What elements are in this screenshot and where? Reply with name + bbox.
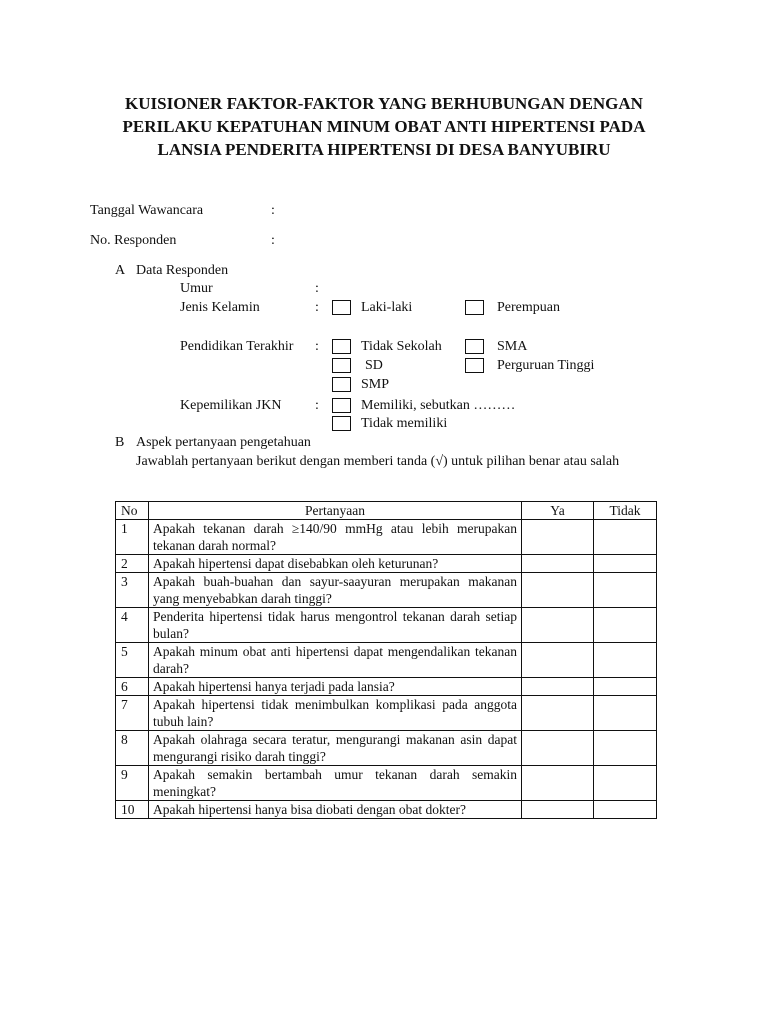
header-no: No [116, 502, 149, 520]
row-number: 8 [116, 731, 149, 766]
pendidikan-colon: : [315, 339, 319, 354]
tidak-answer-cell[interactable] [594, 608, 657, 643]
memiliki-checkbox[interactable] [332, 398, 351, 413]
memiliki-label: Memiliki, sebutkan ……… [361, 398, 516, 413]
table-header-row [116, 502, 657, 520]
ya-answer-cell[interactable] [522, 555, 594, 573]
row-question: Apakah semakin bertambah umur tekanan darah semakin meningkat? [149, 766, 522, 801]
row-question: Apakah olahraga secara teratur, mengurangi makanan asin dapat mengurangi risiko darah tinggi? [149, 731, 522, 766]
no-responden-colon: : [271, 233, 275, 248]
tidak-sekolah-checkbox[interactable] [332, 339, 351, 354]
table-row [116, 643, 657, 678]
table-row [116, 520, 657, 555]
row-question: Apakah hipertensi hanya terjadi pada lansia? [149, 678, 522, 696]
table-row [116, 573, 657, 608]
tidak-answer-cell[interactable] [594, 520, 657, 555]
umur-colon: : [315, 281, 319, 296]
tidak-memiliki-checkbox[interactable] [332, 416, 351, 431]
ya-answer-cell[interactable] [522, 520, 594, 555]
tidak-answer-cell[interactable] [594, 573, 657, 608]
tidak-answer-cell[interactable] [594, 766, 657, 801]
sd-label: SD [365, 358, 383, 373]
row-number: 3 [116, 573, 149, 608]
sma-label: SMA [497, 339, 528, 354]
jkn-label: Kepemilikan JKN [180, 398, 282, 413]
tidak-answer-cell[interactable] [594, 555, 657, 573]
ya-answer-cell[interactable] [522, 801, 594, 819]
questions-table [115, 501, 657, 819]
row-number: 7 [116, 696, 149, 731]
ya-answer-cell[interactable] [522, 696, 594, 731]
row-question: Apakah minum obat anti hipertensi dapat mengendalikan tekanan darah? [149, 643, 522, 678]
row-number: 10 [116, 801, 149, 819]
title-line-2: PERILAKU KEPATUHAN MINUM OBAT ANTI HIPERTENSI PADA [122, 117, 646, 136]
tidak-answer-cell[interactable] [594, 801, 657, 819]
jenis-kelamin-label: Jenis Kelamin [180, 300, 260, 315]
row-number: 9 [116, 766, 149, 801]
perguruan-tinggi-checkbox[interactable] [465, 358, 484, 373]
table-row [116, 678, 657, 696]
table-row [116, 608, 657, 643]
section-b-instruction: Jawablah pertanyaan berikut dengan memberi tanda (√) untuk pilihan benar atau salah [136, 454, 620, 469]
table-row [116, 696, 657, 731]
table-row [116, 555, 657, 573]
tidak-answer-cell[interactable] [594, 643, 657, 678]
ya-answer-cell[interactable] [522, 643, 594, 678]
pendidikan-label: Pendidikan Terakhir [180, 339, 294, 354]
smp-label: SMP [361, 377, 390, 392]
row-number: 2 [116, 555, 149, 573]
header-ya: Ya [522, 502, 594, 520]
smp-checkbox[interactable] [332, 377, 351, 392]
laki-laki-label: Laki-laki [361, 300, 413, 315]
row-number: 6 [116, 678, 149, 696]
perempuan-label: Perempuan [497, 300, 560, 315]
title-line-3: LANSIA PENDERITA HIPERTENSI DI DESA BANYUBIRU [157, 140, 611, 159]
row-number: 5 [116, 643, 149, 678]
table-row [116, 801, 657, 819]
ya-answer-cell[interactable] [522, 766, 594, 801]
tidak-memiliki-label: Tidak memiliki [361, 416, 448, 431]
ya-answer-cell[interactable] [522, 608, 594, 643]
section-a-title: Data Responden [136, 263, 229, 278]
jenis-kelamin-colon: : [315, 300, 319, 315]
row-question: Apakah hipertensi hanya bisa diobati dengan obat dokter? [149, 801, 522, 819]
tidak-answer-cell[interactable] [594, 731, 657, 766]
table-row [116, 766, 657, 801]
row-number: 1 [116, 520, 149, 555]
row-number: 4 [116, 608, 149, 643]
header-pertanyaan: Pertanyaan [149, 502, 522, 520]
section-a-letter: A [115, 263, 126, 278]
header-tidak: Tidak [594, 502, 657, 520]
section-b-letter: B [115, 435, 125, 450]
sma-checkbox[interactable] [465, 339, 484, 354]
ya-answer-cell[interactable] [522, 678, 594, 696]
perguruan-tinggi-label: Perguruan Tinggi [497, 358, 595, 373]
tanggal-wawancara-label: Tanggal Wawancara [90, 203, 204, 218]
no-responden-label: No. Responden [90, 233, 177, 248]
section-b-title: Aspek pertanyaan pengetahuan [136, 435, 311, 450]
title-line-1: KUISIONER FAKTOR-FAKTOR YANG BERHUBUNGAN DENGAN [125, 94, 643, 113]
laki-laki-checkbox[interactable] [332, 300, 351, 315]
ya-answer-cell[interactable] [522, 573, 594, 608]
row-question: Apakah hipertensi dapat disebabkan oleh keturunan? [149, 555, 522, 573]
tidak-answer-cell[interactable] [594, 678, 657, 696]
row-question: Apakah buah-buahan dan sayur-saayuran merupakan makanan yang menyebabkan darah tinggi? [149, 573, 522, 608]
sd-checkbox[interactable] [332, 358, 351, 373]
tidak-sekolah-label: Tidak Sekolah [361, 339, 442, 354]
row-question: Penderita hipertensi tidak harus mengontrol tekanan darah setiap bulan? [149, 608, 522, 643]
document-title [60, 92, 708, 161]
tanggal-wawancara-colon: : [271, 203, 275, 218]
row-question: Apakah tekanan darah ≥140/90 mmHg atau lebih merupakan tekanan darah normal? [149, 520, 522, 555]
row-question: Apakah hipertensi tidak menimbulkan komplikasi pada anggota tubuh lain? [149, 696, 522, 731]
table-row [116, 731, 657, 766]
umur-label: Umur [180, 281, 213, 296]
jkn-colon: : [315, 398, 319, 413]
ya-answer-cell[interactable] [522, 731, 594, 766]
tidak-answer-cell[interactable] [594, 696, 657, 731]
perempuan-checkbox[interactable] [465, 300, 484, 315]
